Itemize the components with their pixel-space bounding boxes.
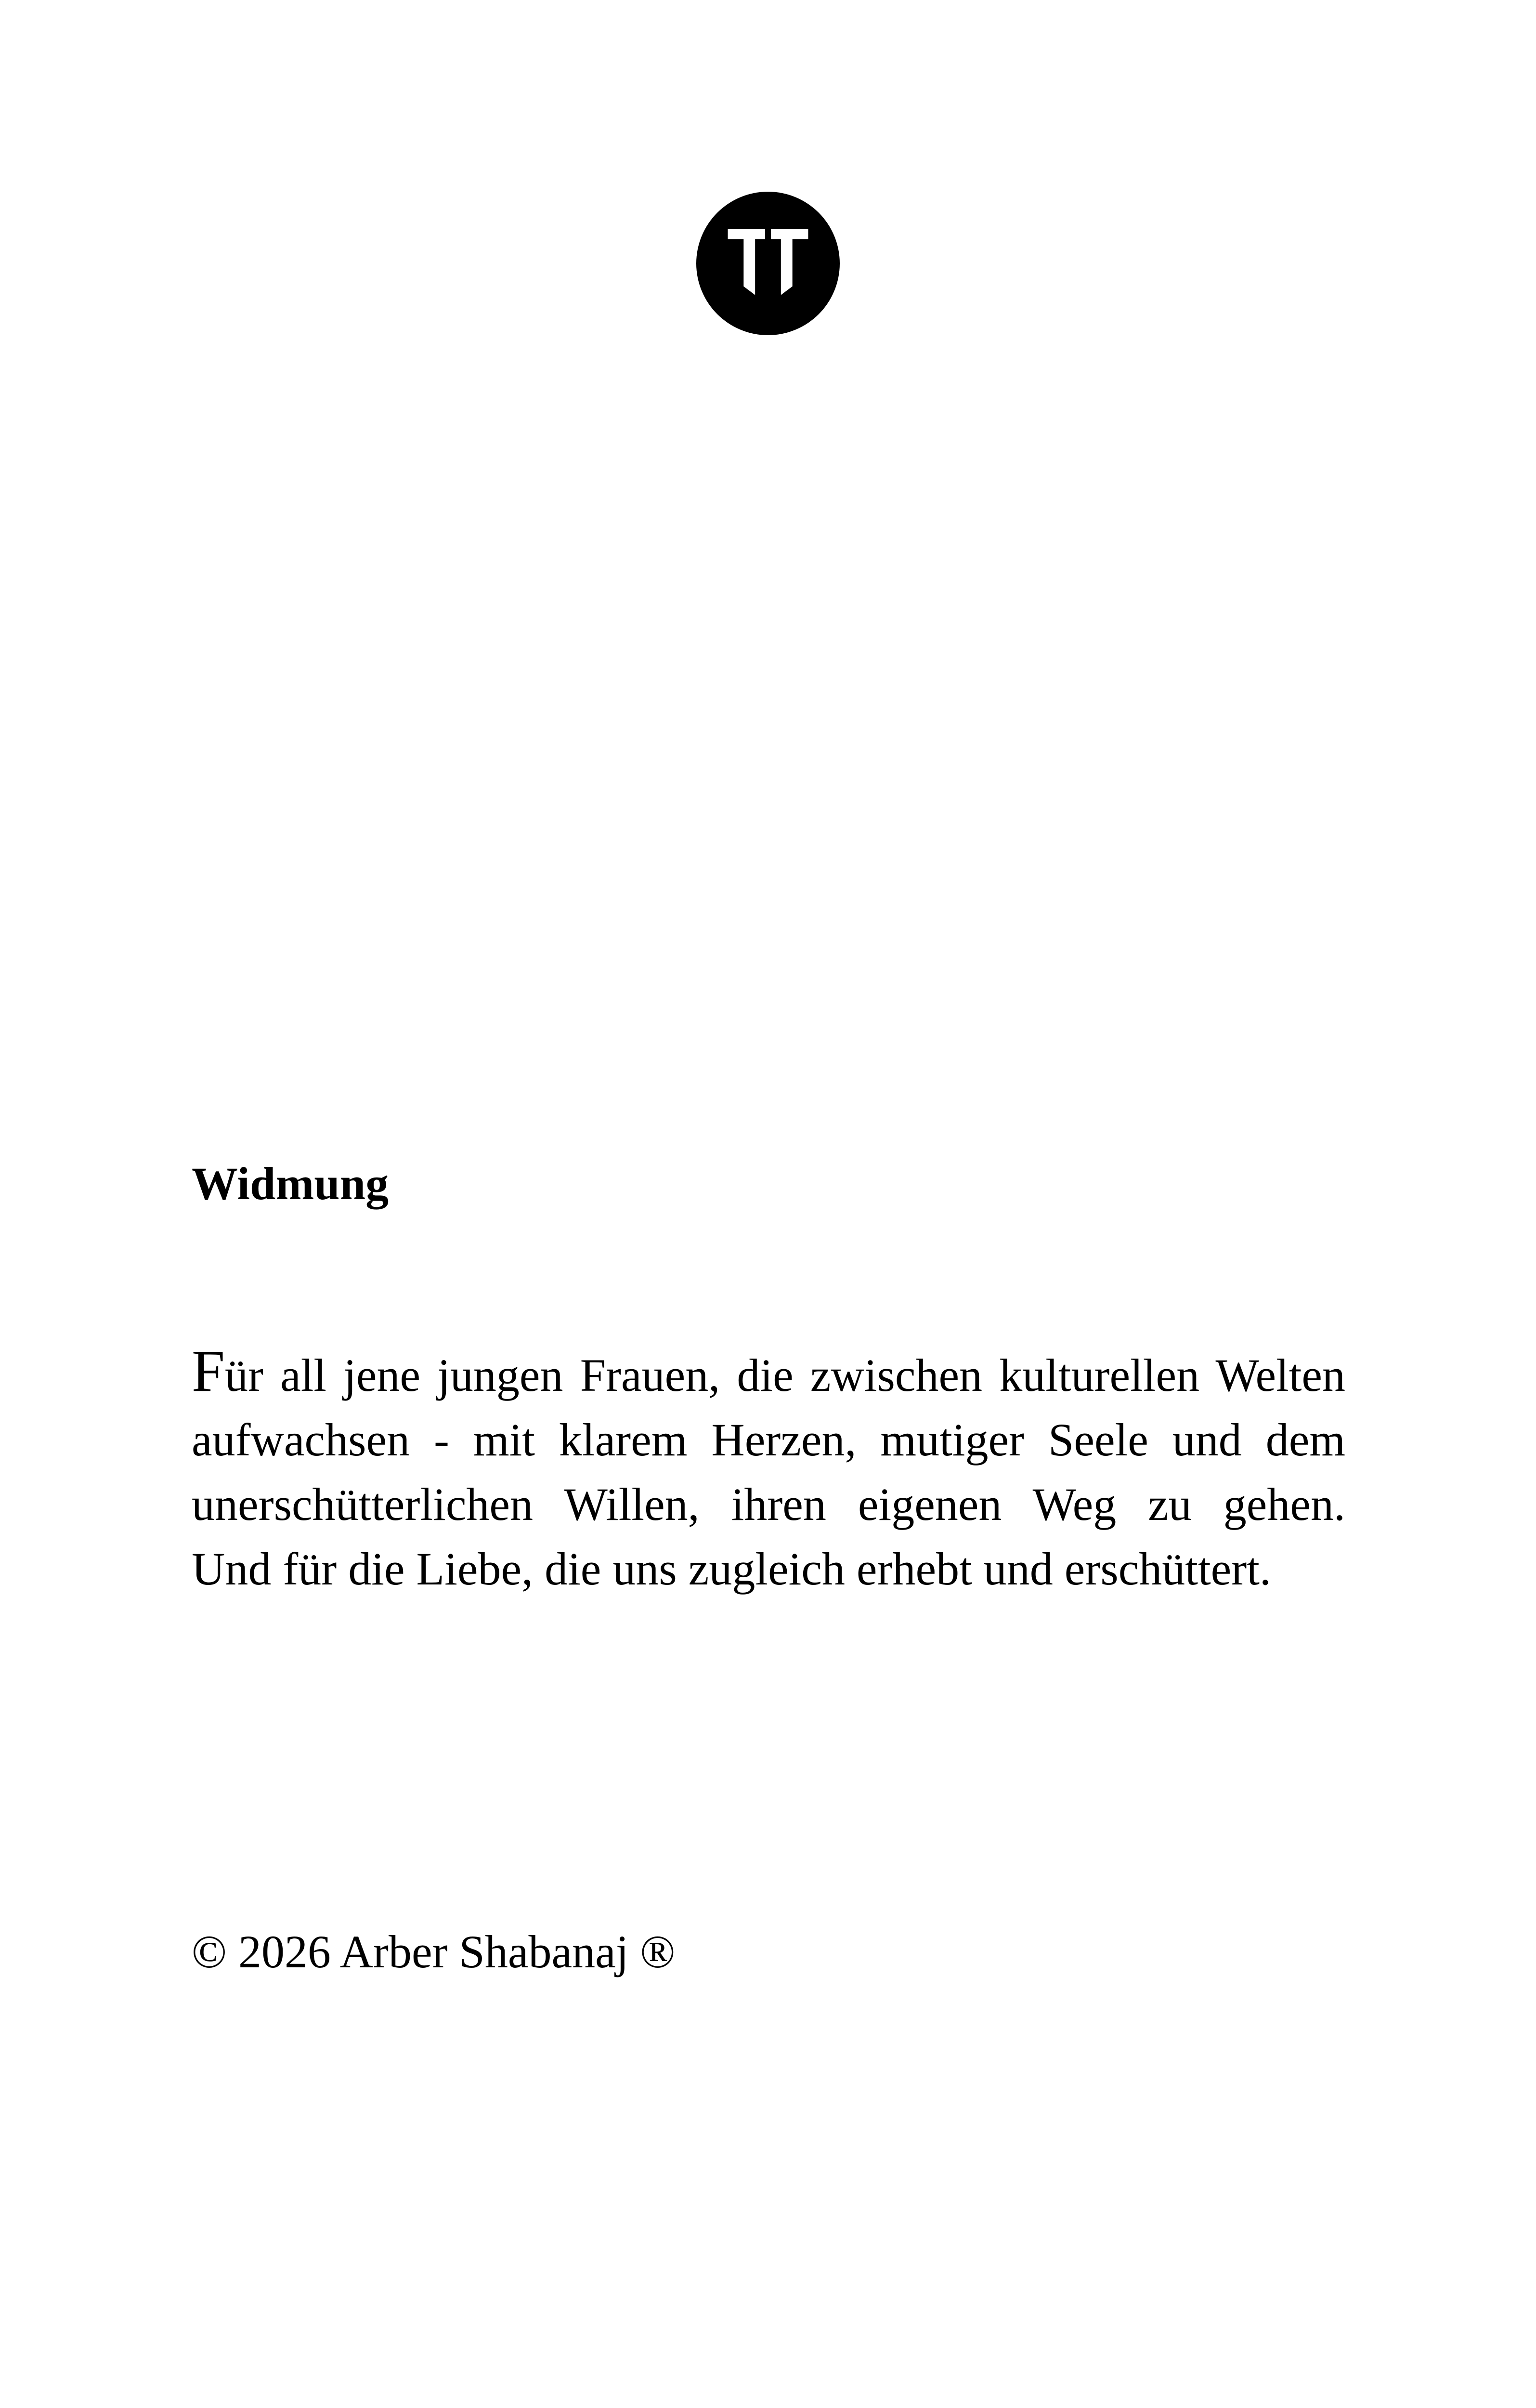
publisher-logo-icon [696, 192, 840, 335]
dedication-initial: F [192, 1338, 225, 1404]
dedication-line-1 [192, 1338, 1345, 1408]
dedication-line-3: unerschütterlichen Willen, ihren eigenen Weg zu gehen. [192, 1479, 1345, 1530]
dedication-line-4: Und für die Liebe, die uns zugleich erhebt und erschüttert. [192, 1543, 1271, 1595]
logo-circle [696, 192, 840, 335]
dedication-line-2: aufwachsen - mit klarem Herzen, mutiger Seele und dem [192, 1414, 1345, 1466]
copyright-notice: © 2026 Arber Shabanaj ® [192, 1926, 676, 1977]
dedication-text [192, 1338, 1345, 1601]
dedication-line-1-text: ür all jene jungen Frauen, die zwischen kulturellen Welten [224, 1349, 1345, 1401]
publisher-logo-svg [696, 192, 840, 335]
dedication-heading: Widmung [192, 1158, 389, 1209]
